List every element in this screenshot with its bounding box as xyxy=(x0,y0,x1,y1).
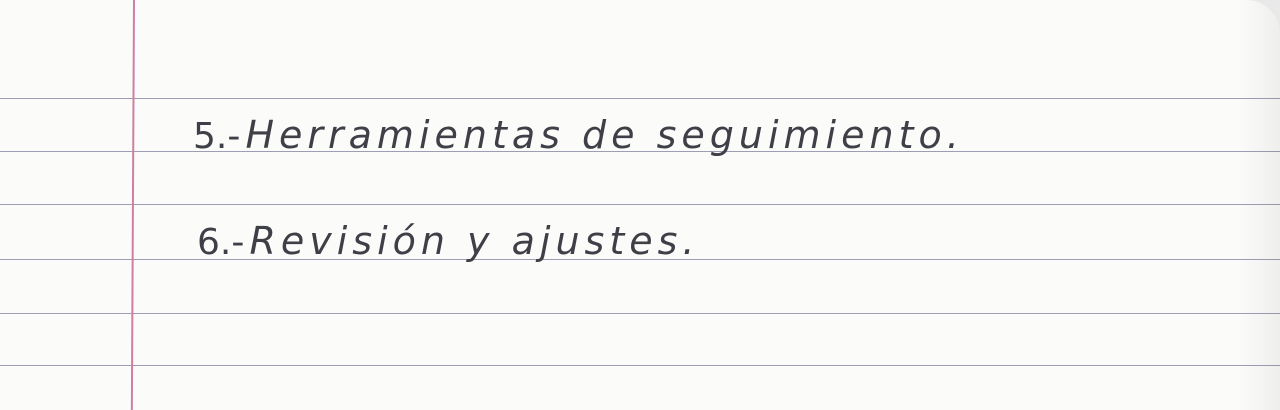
ruled-line xyxy=(0,313,1280,314)
list-item xyxy=(193,113,964,157)
ruled-line xyxy=(0,365,1280,366)
item-text: Herramientas de seguimiento. xyxy=(245,113,964,157)
margin-line xyxy=(131,0,135,410)
item-text: Revisión y ajustes. xyxy=(249,219,700,263)
list-item xyxy=(197,219,699,263)
ruled-line xyxy=(0,204,1280,205)
item-number: 6.- xyxy=(197,222,245,263)
item-number: 5.- xyxy=(193,116,241,157)
ruled-line xyxy=(0,98,1280,99)
